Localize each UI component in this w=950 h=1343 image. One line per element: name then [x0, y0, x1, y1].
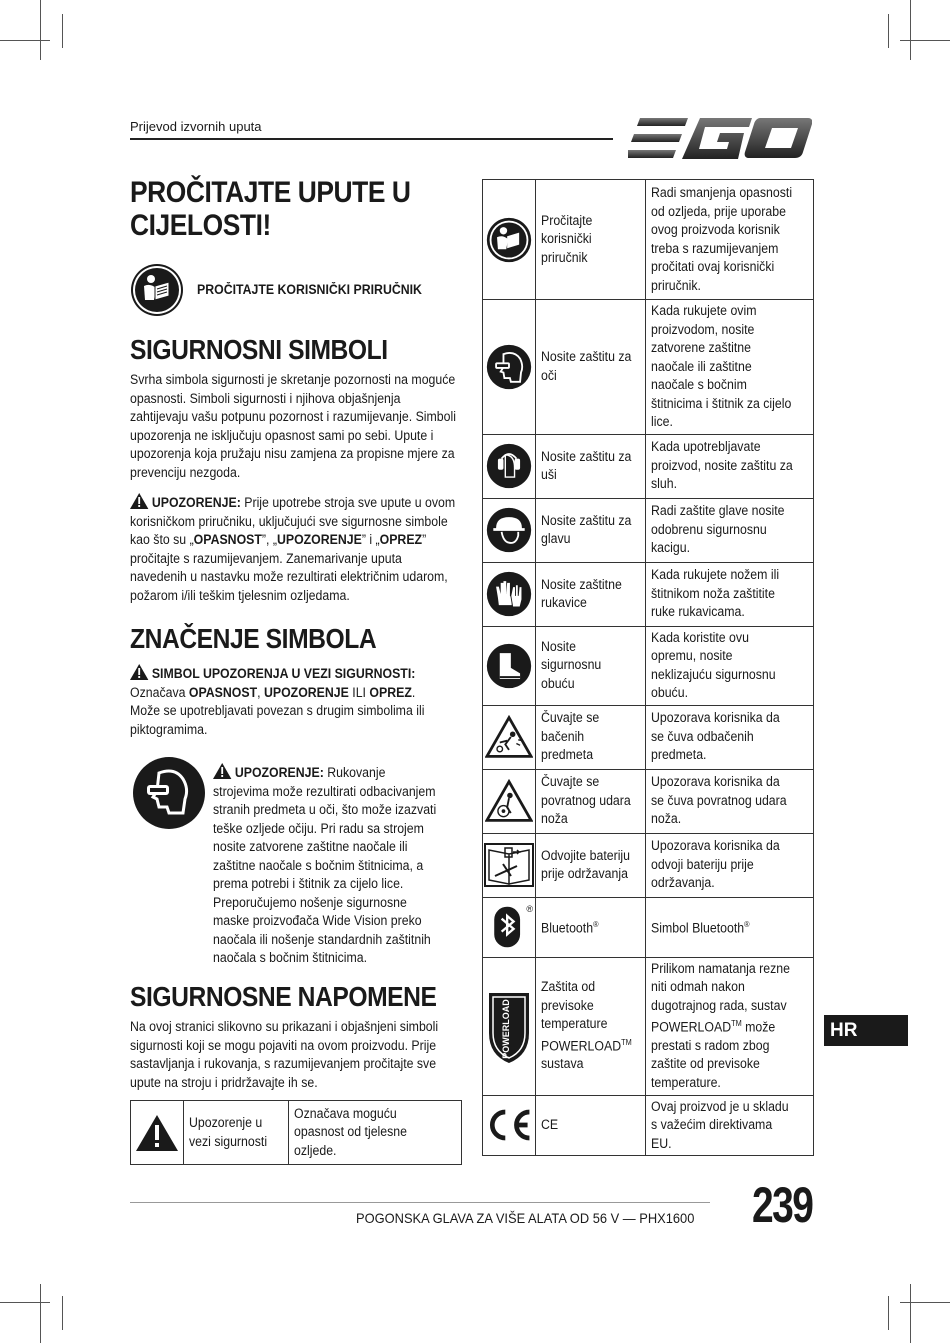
table-row: Nosite sigurnosnu obuću Kada koristite ovu opremu, nosite neklizajuću sigurnosnu obuću.	[483, 626, 814, 705]
symbol-meaning-paragraph: SIMBOL UPOZORENJA U VEZI SIGURNOSTI: Označava OPASNOST, UPOZORENJE ILI OPREZ. Može se upotrebljavati povezan s drugim simbolima ili piktogramima.	[130, 666, 425, 737]
table-row: Nosite zaštitne rukavice Kada rukujete nožem ili štitnikom noža zaštitite ruke rukavicama.	[483, 562, 814, 626]
ce-mark-icon	[483, 1105, 535, 1145]
safety-symbols-title: SIGURNOSNI SIMBOLI	[130, 334, 388, 365]
table-row: CE Ovaj proizvod je u skladu s važećim direktivama EU.	[483, 1095, 814, 1156]
read-manual-icon	[485, 216, 533, 264]
symbol-meaning-title: ZNAČENJE SIMBOLA	[130, 623, 377, 654]
safety-alert-name: Upozorenje u vezi sigurnosti	[184, 1101, 289, 1165]
eye-protection-icon	[133, 757, 205, 829]
warning-triangle-icon	[135, 1114, 179, 1152]
table-row: Pročitajte korisnički priručnik Radi smanjenja opasnosti od ozljeda, prije uporabe ovog proizvoda korisnik treba s razumijevanjem pročitati ovaj korisnički priručnik.	[483, 180, 814, 300]
disconnect-battery-icon	[483, 842, 535, 888]
footer-text: POGONSKA GLAVA ZA VIŠE ALATA OD 56 V — PHX1600	[356, 1210, 695, 1226]
table-row: ® Bluetooth® Simbol Bluetooth®	[483, 897, 814, 957]
blade-thrust-icon	[485, 779, 533, 823]
read-instructions-title: PROČITAJTE UPUTE U CIJELOSTI!	[130, 176, 411, 242]
warning-triangle-icon	[213, 763, 231, 779]
table-row: Nosite zaštitu za uši Kada upotrebljavate proizvod, nosite zaštitu za sluh.	[483, 434, 814, 498]
table-row: Nosite zaštitu za glavu Radi zaštite glave nosite odobrenu sigurnosnu kacigu.	[483, 498, 814, 562]
warning-label: UPOZORENJE:	[151, 495, 241, 510]
ear-protection-icon	[485, 442, 533, 490]
safety-symbols-body: Svrha simbola sigurnosti je skretanje pozornosti na moguće opasnosti. Simboli sigurnosti i njihova objašnjenja zahtijevaju vašu potpunu pozornost i razumijevanje. Simboli upozorenja ne isključuju opasnost sami po sebi. Upute i upozorenja koja pružaju nisu zamjena za propisne mjere za prevenciju nezgoda.	[130, 372, 456, 480]
safety-alert-icon-cell	[131, 1101, 184, 1165]
powerload-icon	[485, 987, 533, 1065]
safety-notes-title: SIGURNOSNE NAPOMENE	[130, 981, 437, 1012]
ego-logo	[628, 116, 812, 160]
warning-paragraph: UPOZORENJE: Prije upotrebe stroja sve upute u ovom korisničkom priručniku, uključujući sve sigurnosne simbole kao što su „OPASNOST”, „UPOZORENJE” i „OPREZ” pročitajte s razumijevanjem. Zanemarivanje uputa navedenih u nastavku može rezultirati električnim udarom, požarom i/ili teškim tjelesnim ozljedama.	[130, 495, 456, 603]
symbol-label: SIMBOL UPOZORENJA U VEZI SIGURNOSTI:	[151, 666, 416, 681]
page-number: 239	[752, 1177, 813, 1233]
language-tab: HR	[824, 1015, 908, 1046]
eye-protection-icon	[485, 343, 533, 391]
table-row: Čuvajte se bačenih predmeta Upozorava korisnika da se čuva odbačenih predmeta.	[483, 705, 814, 769]
warning-triangle-icon	[130, 493, 148, 509]
read-manual-label: PROČITAJTE KORISNIČKI PRIRUČNIK	[197, 282, 422, 297]
header-text: Prijevod izvornih uputa	[130, 119, 262, 134]
safety-boots-icon	[485, 642, 533, 690]
safety-alert-table	[130, 1100, 462, 1165]
head-protection-icon	[485, 506, 533, 554]
gloves-icon	[485, 570, 533, 618]
safety-notes-body: Na ovoj stranici slikovno su prikazani i objašnjeni simboli sigurnosti koji se mogu pojaviti na ovom proizvodu. Prije sastavljanja i rukovanja, s razumijevanjem pročitajte sve upute na stroju i pridržavajte ih se.	[130, 1019, 439, 1090]
eye-warning-paragraph: UPOZORENJE: Rukovanje strojevima može rezultirati odbacivanjem stranih predmeta u oči, što može izazvati teške ozljede očiju. Pri radu sa strojem nosite zatvorene zaštitne naočale ili zaštitne naočale s bočnim štitnicima, a prema potrebi i štitnik za cijelo lice. Preporučujemo nošenje sigurnosne maske proizvođača Wide Vision preko naočala ili nošenje standardnih zaštitnih naočala s bočnim štitnicima.	[213, 765, 437, 965]
table-row: Odvojite bateriju prije održavanja Upozorava korisnika da odvoji bateriju prije održavanja.	[483, 833, 814, 897]
symbols-table	[482, 179, 814, 1156]
footer-rule	[130, 1202, 710, 1203]
table-row: Čuvajte se povratnog udara noža Upozorava korisnika da se čuva povratnog udara noža.	[483, 769, 814, 833]
read-manual-icon	[131, 264, 183, 316]
eye-warning-label: UPOZORENJE:	[234, 765, 324, 780]
warning-triangle-icon	[130, 664, 148, 680]
thrown-objects-icon	[485, 715, 533, 759]
header-rule	[130, 138, 613, 140]
svg-text:POWERLOAD: POWERLOAD	[501, 999, 511, 1059]
safety-alert-desc: Označava moguću opasnost od tjelesne ozljede.	[289, 1101, 462, 1165]
table-row: Nosite zaštitu za oči Kada rukujete ovim proizvodom, nosite zatvorene zaštitne naočale ili zaštitne naočale s bočnim štitnicima i štitnik za cijelo lice.	[483, 300, 814, 435]
table-row: POWERLOAD Zaštita od previsoke temperature POWERLOAD™ sustava Prilikom namatanja rezne niti odmah nakon dugotrajnog rada, sustav POWERLOAD™ može prestati s radom zbog zaštite od previsoke temperature.	[483, 957, 814, 1095]
